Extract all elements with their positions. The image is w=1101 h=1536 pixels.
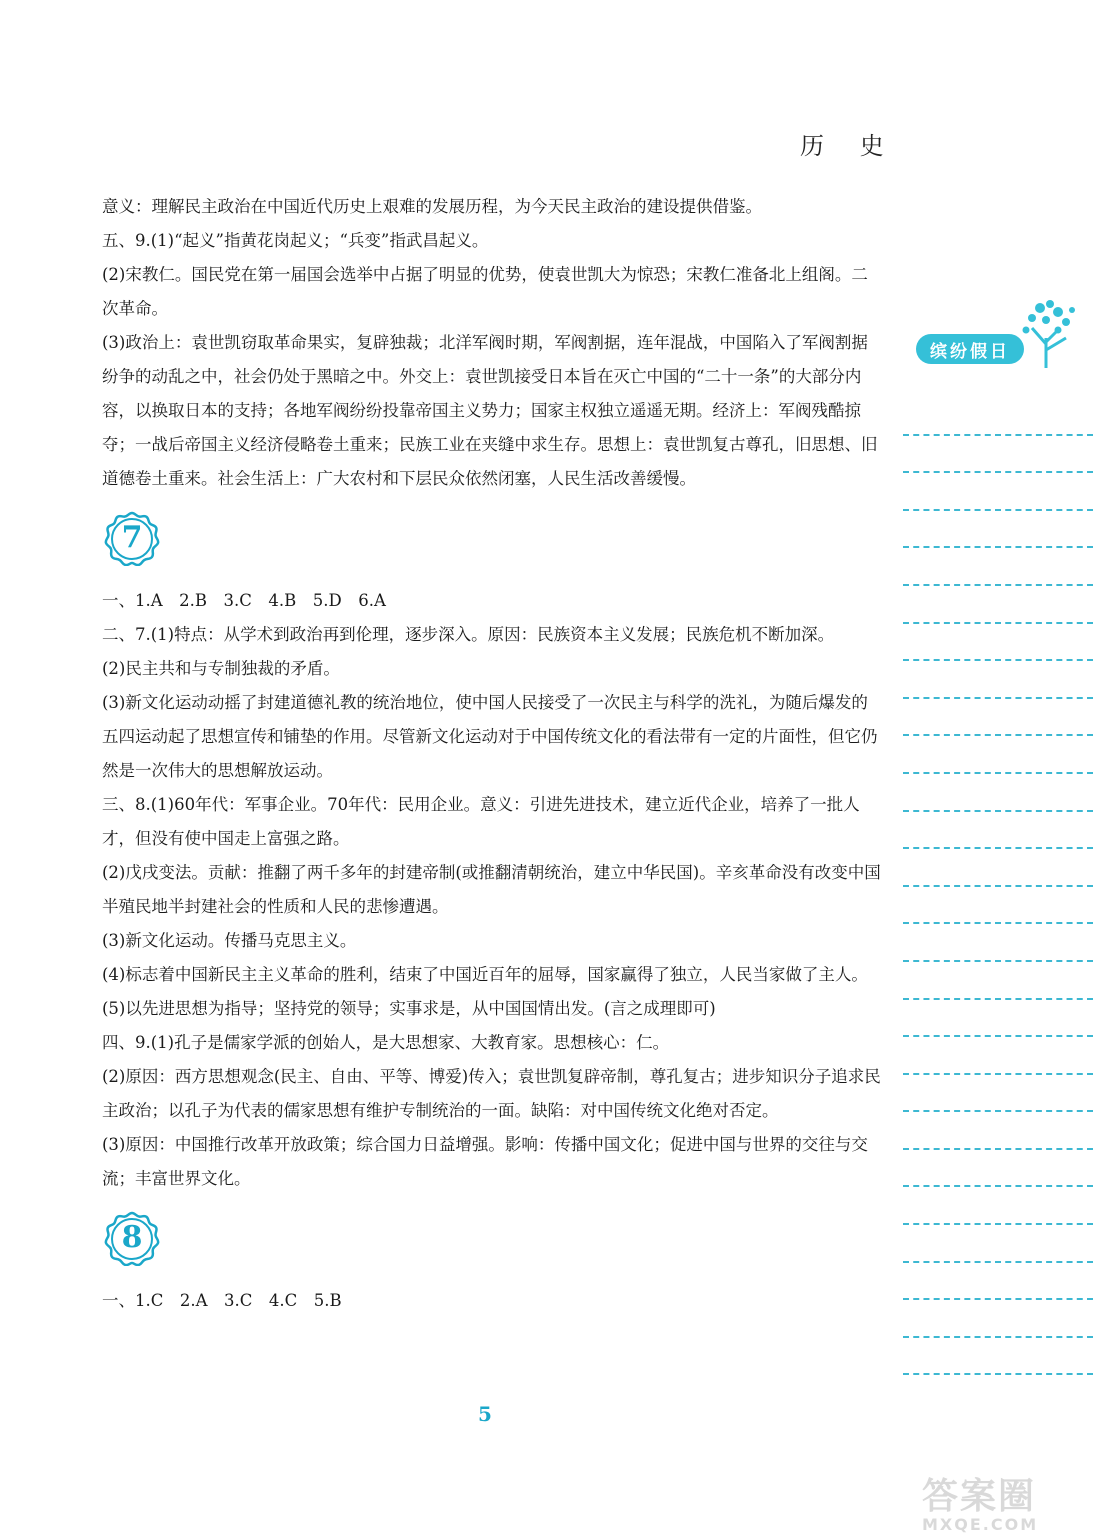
subject-title: 历 史: [800, 132, 898, 160]
section-number: 8: [121, 1220, 143, 1255]
answer-paragraph: (5)以先进思想为指导；坚持党的领导；实事求是，从中国国情出发。(言之成理即可): [102, 999, 716, 1018]
note-line: [903, 699, 1093, 737]
site-watermark: [922, 1468, 1094, 1534]
note-line: [903, 1187, 1093, 1225]
answer-paragraph: (2)原因：西方思想观念(民主、自由、平等、博爱)传入；袁世凯复辟帝制，尊孔复古；进步知识分子追求民主政治；以孔子为代表的儒家思想有维护专制统治的一面。缺陷：对中国传统文化绝对否定。: [102, 1067, 881, 1120]
note-line: [903, 1075, 1093, 1113]
watermark-url: MXQE.COM: [922, 1515, 1039, 1534]
note-line: [903, 398, 1093, 436]
note-line: [903, 661, 1093, 699]
answer-paragraph: (3)新文化运动动摇了封建道德礼教的统治地位，使中国人民接受了一次民主与科学的洗礼，为随后爆发的五四运动起了思想宣传和铺垫的作用。尽管新文化运动对于中国传统文化的看法带有一定的片面性，但它仍然是一次伟大的思想解放运动。: [102, 693, 878, 780]
answer-paragraph: 一、1.C 2.A 3.C 4.C 5.B: [102, 1291, 342, 1310]
answer-paragraph: 三、8.(1)60年代：军事企业。70年代：民用企业。意义：引进先进技术，建立近代企业，培养了一批人才，但没有使中国走上富强之路。: [102, 795, 860, 848]
note-line: [903, 1112, 1093, 1150]
answer-content: [102, 190, 882, 1318]
note-line: [903, 436, 1093, 474]
note-lines: [903, 398, 1093, 1375]
note-line: [903, 586, 1093, 624]
note-line: [903, 1300, 1093, 1338]
note-line: [903, 1150, 1093, 1188]
answer-paragraph: (2)戊戌变法。贡献：推翻了两千多年的封建帝制(或推翻清朝统治，建立中华民国)。辛亥革命没有改变中国半殖民地半封建社会的性质和人民的悲惨遭遇。: [102, 863, 881, 916]
answer-paragraph: (4)标志着中国新民主主义革命的胜利，结束了中国近百年的屈辱，国家赢得了独立，人民当家做了主人。: [102, 965, 868, 984]
note-line: [903, 473, 1093, 511]
page-number: 5: [478, 1402, 492, 1426]
answer-paragraph: (2)民主共和与专制独裁的矛盾。: [102, 659, 340, 678]
note-line: [903, 774, 1093, 812]
note-line: [903, 849, 1093, 887]
watermark-logo-text: 答案圈: [922, 1476, 1037, 1517]
section-badge-7: [104, 510, 160, 566]
answer-paragraph: (2)宋教仁。国民党在第一届国会选举中占据了明显的优势，使袁世凯大为惊恐；宋教仁准备北上组阁。二次革命。: [102, 265, 868, 318]
answer-paragraph: (3)新文化运动。传播马克思主义。: [102, 931, 357, 950]
note-line: [903, 887, 1093, 925]
section-number: 7: [121, 520, 143, 555]
note-line: [903, 548, 1093, 586]
note-line: [903, 511, 1093, 549]
note-line: [903, 1037, 1093, 1075]
answer-paragraph: 四、9.(1)孔子是儒家学派的创始人，是大思想家、大教育家。思想核心：仁。: [102, 1033, 670, 1052]
answer-paragraph: 五、9.(1)“起义”指黄花岗起义；“兵变”指武昌起义。: [102, 231, 489, 250]
note-line: [903, 1225, 1093, 1263]
note-line: [903, 812, 1093, 850]
answer-paragraph: (3)原因：中国推行改革开放政策；综合国力日益增强。影响：传播中国文化；促进中国与世界的交往与交流；丰富世界文化。: [102, 1135, 868, 1188]
answer-paragraph: 二、7.(1)特点：从学术到政治再到伦理，逐步深入。原因：民族资本主义发展；民族危机不断加深。: [102, 625, 835, 644]
note-line: [903, 1338, 1093, 1376]
answer-paragraph: (3)政治上：袁世凯窃取革命果实，复辟独裁；北洋军阀时期，军阀割据，连年混战，中国陷入了军阀割据纷争的动乱之中，社会仍处于黑暗之中。外交上：袁世凯接受日本旨在灭亡中国的“二十一条”的大部分内容，以换取日本的支持；各地军阀纷纷投靠帝国主义势力；国家主权独立遥遥无期。经济上：军阀残酷掠夺；一战后帝国主义经济侵略卷土重来；民族工业在夹缝中求生存。思想上：袁世凯复古尊孔，旧思想、旧道德卷土重来。社会生活上：广大农村和下层民众依然闭塞，人民生活改善缓慢。: [102, 333, 878, 488]
answer-paragraph: 一、1.A 2.B 3.C 4.B 5.D 6.A: [102, 591, 386, 610]
note-line: [903, 962, 1093, 1000]
note-line: [903, 1263, 1093, 1301]
section-badge-8: [104, 1210, 160, 1266]
note-line: [903, 736, 1093, 774]
note-line: [903, 624, 1093, 662]
note-line: [903, 924, 1093, 962]
side-label-badge: 缤纷假日: [916, 334, 1024, 364]
answer-paragraph: 意义：理解民主政治在中国近代历史上艰难的发展历程，为今天民主政治的建设提供借鉴。: [102, 197, 762, 216]
note-line: [903, 1000, 1093, 1038]
